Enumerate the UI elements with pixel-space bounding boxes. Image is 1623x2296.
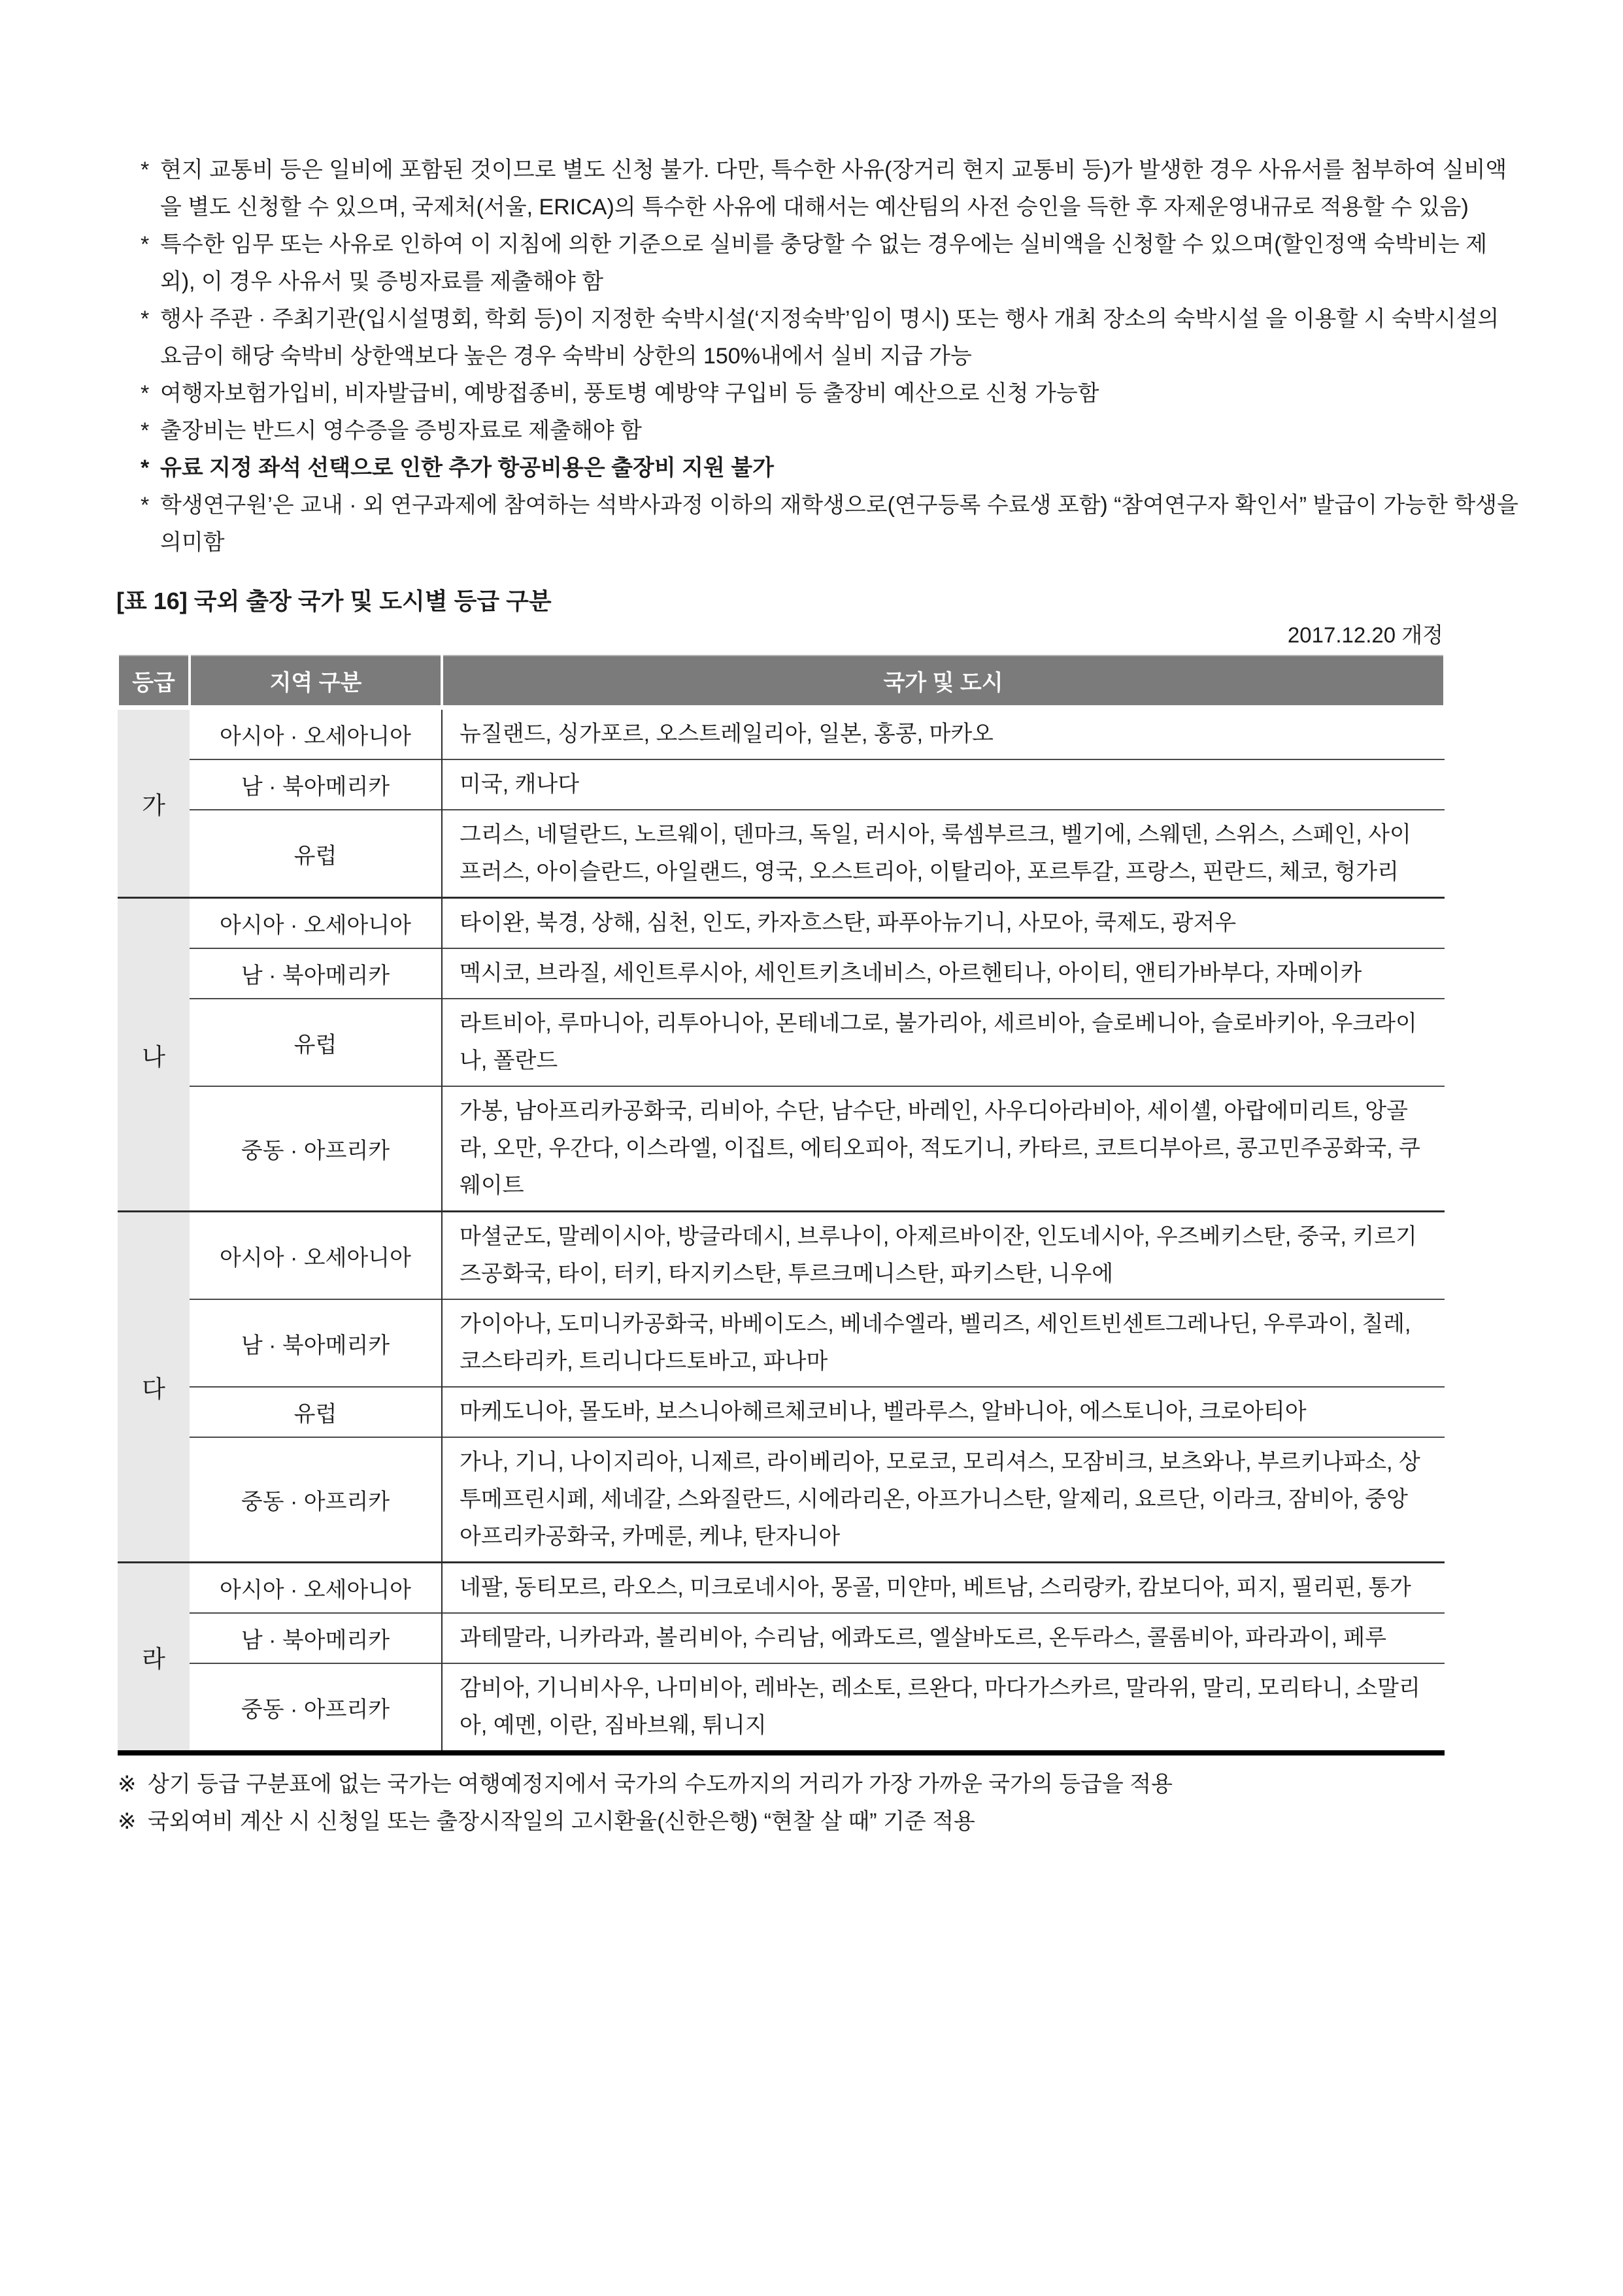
table-row <box>118 999 1445 1086</box>
note-text: 유료 지정 좌석 선택으로 인한 추가 항공비용은 출장비 지원 불가 <box>160 456 774 480</box>
countries-cell: 뉴질랜드, 싱가포르, 오스트레일리아, 일본, 홍콩, 마카오 <box>442 708 1445 760</box>
table-row <box>118 1387 1445 1437</box>
note-marker: * <box>141 456 150 480</box>
table-row <box>118 898 1445 949</box>
footnotes-list <box>118 1766 1522 1840</box>
grade-cell: 나 <box>118 898 190 1212</box>
countries-cell: 마케도니아, 몰도바, 보스니아헤르체코비나, 벨라루스, 알바니아, 에스토니아, 크로아티아 <box>442 1387 1445 1437</box>
table-row <box>118 1563 1445 1614</box>
note-item <box>141 226 1522 301</box>
table-row <box>118 1613 1445 1663</box>
header-countries: 국가 및 도시 <box>442 656 1445 708</box>
note-text: 출장비는 반드시 영수증을 증빙자료로 제출해야 함 <box>160 418 642 443</box>
revision-date: 2017.12.20 개정 <box>1287 623 1443 647</box>
region-cell: 아시아 · 오세아니아 <box>190 1563 442 1614</box>
countries-cell: 과테말라, 니카라과, 볼리비아, 수리남, 에콰도르, 엘살바도르, 온두라스, 콜롬비아, 파라과이, 페루 <box>442 1613 1445 1663</box>
note-item <box>141 412 1522 450</box>
table-title: [표 16] 국외 출장 국가 및 도시별 등급 구분 <box>116 588 552 614</box>
table-row <box>118 1663 1445 1753</box>
note-marker: * <box>141 307 150 331</box>
table-row <box>118 810 1445 898</box>
note-item <box>141 301 1522 375</box>
note-marker: * <box>141 232 150 257</box>
header-region: 지역 구분 <box>190 656 442 708</box>
region-cell: 유럽 <box>190 810 442 898</box>
countries-cell: 멕시코, 브라질, 세인트루시아, 세인트키츠네비스, 아르헨티나, 아이티, 앤티가바부다, 자메이카 <box>442 948 1445 999</box>
table-row <box>118 1437 1445 1563</box>
note-text: 현지 교통비 등은 일비에 포함된 것이므로 별도 신청 불가. 다만, 특수한 사유(장거리 현지 교통비 등)가 발생한 경우 사유서를 첨부하여 실비액을 별도 신청할 수 있으며, 국제처(서울, ERICA)의 특수한 사유에 대해서는 예산팀의 사전 승인을 득한 후 자제운영내규로 적용할 수 있음) <box>160 158 1507 220</box>
note-item <box>141 152 1522 226</box>
region-cell: 아시아 · 오세아니아 <box>190 898 442 949</box>
countries-cell: 마셜군도, 말레이시아, 방글라데시, 브루나이, 아제르바이잔, 인도네시아, 우즈베키스탄, 중국, 키르기즈공화국, 타이, 터키, 타지키스탄, 투르크메니스탄, 파키스탄, 니우에 <box>442 1212 1445 1300</box>
region-cell: 중동 · 아프리카 <box>190 1086 442 1212</box>
region-cell: 아시아 · 오세아니아 <box>220 724 411 749</box>
header-grade: 등급 <box>118 656 190 708</box>
countries-cell: 가나, 기니, 나이지리아, 니제르, 라이베리아, 모로코, 모리셔스, 모잠비크, 보츠와나, 부르키나파소, 상투메프린시페, 세네갈, 스와질란드, 시에라리온, 아프가니스탄, 알제리, 요르단, 이라크, 잠비아, 중앙아프리카공화국, 카메룬, 케냐, 탄자니아 <box>442 1437 1445 1563</box>
region-cell: 아시아 · 오세아니아 <box>190 1212 442 1300</box>
table-row <box>118 759 1445 810</box>
region-cell: 유럽 <box>190 1387 442 1437</box>
table-header-row <box>118 656 1445 708</box>
table-body <box>118 708 1445 1754</box>
table-row <box>118 1212 1445 1300</box>
region-cell: 유럽 <box>190 999 442 1086</box>
region-cell: 중동 · 아프리카 <box>190 1437 442 1563</box>
countries-cell: 그리스, 네덜란드, 노르웨이, 덴마크, 독일, 러시아, 룩셈부르크, 벨기에, 스웨덴, 스위스, 스페인, 사이프러스, 아이슬란드, 아일랜드, 영국, 오스트리아, 이탈리아, 포르투갈, 프랑스, 핀란드, 체코, 헝가리 <box>442 810 1445 898</box>
note-text: 행사 주관 · 주최기관(입시설명회, 학회 등)이 지정한 숙박시설(‘지정숙박’임이 명시) 또는 행사 개최 장소의 숙박시설 을 이용할 시 숙박시설의 요금이 해당 숙박비 상한액보다 높은 경우 숙박비 상한의 150%내에서 실비 지급 가능 <box>160 307 1499 369</box>
countries-cell: 가이아나, 도미니카공화국, 바베이도스, 베네수엘라, 벨리즈, 세인트빈센트그레나딘, 우루과이, 칠레, 코스타리카, 트리니다드토바고, 파나마 <box>442 1299 1445 1387</box>
note-marker: * <box>141 158 150 182</box>
table-row <box>118 1086 1445 1212</box>
countries-cell: 네팔, 동티모르, 라오스, 미크로네시아, 몽골, 미얀마, 베트남, 스리랑카, 캄보디아, 피지, 필리핀, 통가 <box>442 1563 1445 1614</box>
table-row <box>118 948 1445 999</box>
note-marker: * <box>141 493 150 518</box>
region-cell: 남 · 북아메리카 <box>190 759 442 810</box>
grade-cell: 라 <box>118 1563 190 1754</box>
countries-cell: 타이완, 북경, 상해, 심천, 인도, 카자흐스탄, 파푸아뉴기니, 사모아, 쿡제도, 광저우 <box>442 898 1445 949</box>
note-marker: * <box>141 418 150 443</box>
grade-cell: 가 <box>118 708 190 898</box>
countries-cell: 라트비아, 루마니아, 리투아니아, 몬테네그로, 불가리아, 세르비아, 슬로베니아, 슬로바키아, 우크라이나, 폴란드 <box>442 999 1445 1086</box>
note-text: 학생연구원’은 교내 · 외 연구과제에 참여하는 석박사과정 이하의 재학생으로(연구등록 수료생 포함) “참여연구자 확인서” 발급이 가능한 학생을 의미함 <box>160 493 1518 555</box>
footnote-text: 상기 등급 구분표에 없는 국가는 여행예정지에서 국가의 수도까지의 거리가 가장 가까운 국가의 등급을 적용 <box>148 1772 1173 1797</box>
region-cell: 중동 · 아프리카 <box>190 1663 442 1753</box>
countries-cell: 미국, 캐나다 <box>442 759 1445 810</box>
table-row <box>118 1299 1445 1387</box>
footnote-marker: ※ <box>118 1772 137 1797</box>
note-text: 여행자보험가입비, 비자발급비, 예방접종비, 풍토병 예방약 구입비 등 출장비 예산으로 신청 가능함 <box>160 381 1099 406</box>
grade-table <box>116 655 1446 1755</box>
notes-list <box>0 0 1623 561</box>
note-item <box>141 375 1522 412</box>
note-marker: * <box>141 381 150 406</box>
footnote-item <box>118 1803 1522 1840</box>
footnote-text: 국외여비 계산 시 신청일 또는 출장시작일의 고시환율(신한은행) “현찰 살 때” 기준 적용 <box>148 1809 975 1834</box>
note-item <box>141 450 1522 487</box>
countries-cell: 감비아, 기니비사우, 나미비아, 레바논, 레소토, 르완다, 마다가스카르, 말라위, 말리, 모리타니, 소말리아, 예멘, 이란, 짐바브웨, 튀니지 <box>442 1663 1445 1753</box>
note-text: 특수한 임무 또는 사유로 인하여 이 지침에 의한 기준으로 실비를 충당할 수 없는 경우에는 실비액을 신청할 수 있으며(할인정액 숙박비는 제외), 이 경우 사유서 및 증빙자료를 제출해야 함 <box>160 232 1488 294</box>
countries-cell: 가봉, 남아프리카공화국, 리비아, 수단, 남수단, 바레인, 사우디아라비아, 세이셸, 아랍에미리트, 앙골라, 오만, 우간다, 이스라엘, 이집트, 에티오피아, 적도기니, 카타르, 코트디부아르, 콩고민주공화국, 쿠웨이트 <box>442 1086 1445 1212</box>
footnote-item <box>118 1766 1522 1803</box>
footnote-marker: ※ <box>118 1809 137 1834</box>
grade-cell: 다 <box>118 1212 190 1563</box>
region-cell: 남 · 북아메리카 <box>190 1299 442 1387</box>
note-item <box>141 487 1522 561</box>
region-cell: 남 · 북아메리카 <box>190 1613 442 1663</box>
region-cell: 남 · 북아메리카 <box>190 948 442 999</box>
table-row <box>118 708 1445 760</box>
